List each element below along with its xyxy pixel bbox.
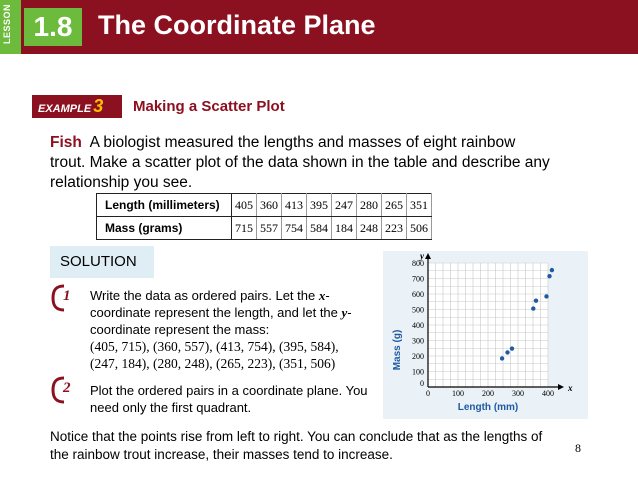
table-cell: 351: [407, 194, 432, 217]
data-table: [96, 193, 432, 240]
y-tick-label: 500: [412, 305, 424, 315]
data-point: [500, 356, 504, 360]
table-cell: 395: [307, 194, 332, 217]
y-tick-label: 200: [412, 352, 424, 361]
ordered-pairs: (405, 715), (360, 557), (413, 754), (395, 584), (247, 184), (280, 248), (265, 223), (351, 506): [90, 339, 339, 371]
table-cell: 184: [332, 217, 357, 240]
table-cell: 584: [307, 217, 332, 240]
problem-statement: [50, 133, 550, 193]
page-number: 8: [575, 441, 581, 455]
x-tick-label: 300: [512, 389, 524, 398]
data-point: [505, 350, 509, 354]
y-tick-label: 700: [412, 274, 424, 284]
step-1-text: [90, 287, 370, 372]
table-cell: 557: [257, 217, 282, 240]
x-variable: x: [318, 288, 326, 303]
table-cell: 247: [332, 194, 357, 217]
y-axis-variable: y: [420, 251, 424, 261]
row-header-mass: Mass (grams): [97, 217, 232, 240]
x-axis-variable: x: [568, 383, 573, 393]
step-2-text: Plot the ordered pairs in a coordinate plane. You need only the first quadrant.: [90, 383, 368, 415]
data-point: [534, 298, 538, 302]
scatter-plot: [383, 251, 588, 419]
table-cell: 405: [232, 194, 257, 217]
table-row: [97, 194, 432, 217]
problem-lead: Fish: [50, 134, 82, 151]
x-tick-label: 100: [452, 389, 464, 398]
step-digit: 1: [63, 288, 71, 304]
step-digit: 2: [63, 380, 71, 396]
step-1-text-a: Write the data as ordered pairs. Let the: [90, 288, 319, 303]
y-tick-label: 400: [412, 321, 424, 330]
table-cell: 248: [357, 217, 382, 240]
data-point: [547, 274, 551, 278]
table-cell: 280: [357, 194, 382, 217]
example-badge: [32, 95, 122, 118]
data-point: [544, 294, 548, 298]
table-cell: 715: [232, 217, 257, 240]
x-axis-arrow-icon: [558, 384, 564, 390]
y-axis-arrow-icon: [425, 253, 431, 259]
lesson-tab: [0, 0, 21, 54]
y-axis-title: Mass (g): [392, 329, 403, 371]
data-point: [550, 268, 554, 272]
table-cell: 223: [382, 217, 407, 240]
table-row: [97, 217, 432, 240]
data-point: [531, 306, 535, 310]
table-cell: 360: [257, 194, 282, 217]
table-cell: 265: [382, 194, 407, 217]
data-point: [510, 346, 514, 350]
table-cell: 506: [407, 217, 432, 240]
y-variable: y: [341, 305, 348, 320]
problem-text: A biologist measured the lengths and masses of eight rainbow trout. Make a scatter plot of the data shown in the table and describe any relationship you see.: [50, 134, 550, 191]
x-axis-title: Length (mm): [457, 402, 519, 413]
example-title: Making a Scatter Plot: [133, 98, 285, 115]
y-tick-label: 600: [412, 290, 424, 299]
table-cell: 413: [282, 194, 307, 217]
table-cell: 754: [282, 217, 307, 240]
y-tick-label: 800: [412, 259, 424, 268]
step-1-text-c: -coordinate represent the mass:: [90, 305, 352, 337]
step-number-2: [50, 376, 86, 404]
x-tick-label: 200: [482, 389, 494, 398]
row-header-length: Length (millimeters): [97, 194, 232, 217]
x-tick-label: 400: [542, 389, 554, 398]
lesson-number: 1.8: [24, 8, 82, 46]
page-title: The Coordinate Plane: [98, 10, 376, 40]
step-number-1: [50, 284, 86, 312]
scatter-plot-panel: [383, 251, 588, 419]
example-number: 3: [93, 96, 104, 116]
example-label: EXAMPLE: [38, 103, 92, 115]
y-tick-label: 300: [412, 336, 424, 346]
conclusion-text: Notice that the points rise from left to right. You can conclude that as the lengths of the rainbow trout increase, their masses tend to increase.: [50, 429, 543, 462]
y-tick-label: 100: [412, 367, 424, 377]
lesson-word: LESSON: [2, 3, 12, 44]
origin-label: 0: [420, 379, 424, 388]
step-1-text-b: -coordinate represent the length, and let the: [90, 288, 342, 320]
x-tick-label: 0: [426, 389, 430, 398]
lesson-header: [0, 0, 638, 54]
solution-label: SOLUTION: [50, 246, 154, 278]
